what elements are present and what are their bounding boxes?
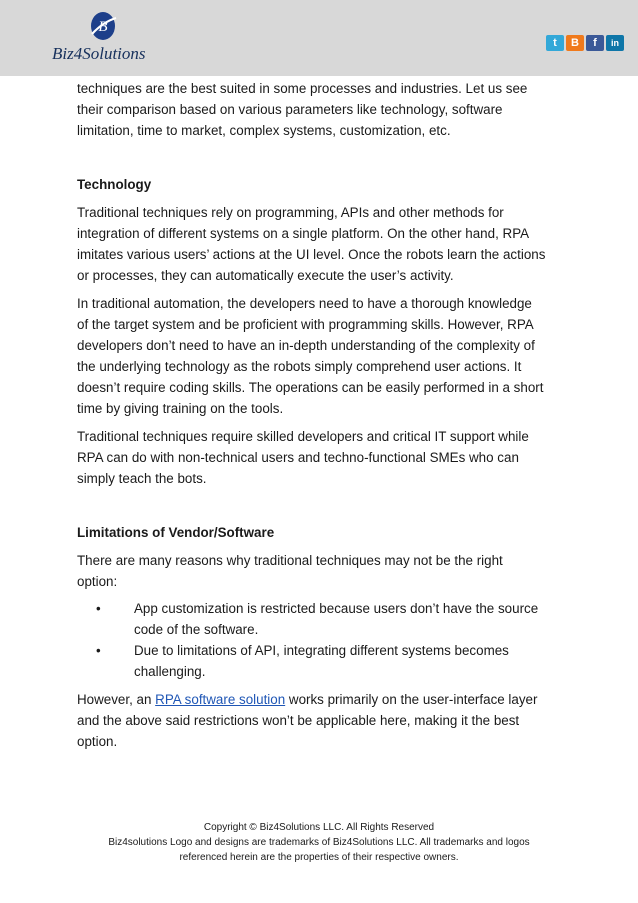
- list-item: • App customization is restricted because users don’t have the source code of the software.: [77, 598, 567, 640]
- technology-paragraph-2: In traditional automation, the developers need to have a thorough knowledge of the target system and be proficient with programming skills. However, RPA developers don’t need to have an in-depth understanding of the complexity of the underlying technology as the robots simply comprehend user actions. It doesn’t require coding skills. The operations can be easily performed in a short time by giving training on the tools.: [77, 296, 544, 416]
- rpa-software-solution-link[interactable]: RPA software solution: [155, 692, 286, 707]
- social-links: [546, 35, 624, 51]
- page-footer: [0, 820, 638, 865]
- copyright-text: Copyright © Biz4Solutions LLC. All Rights Reserved: [203, 822, 435, 833]
- logo-text: Biz4Solutions: [52, 44, 146, 63]
- limitations-closing: However, an RPA software solution works primarily on the user-interface layer and the above said restrictions won’t be applicable here, making it the best option.: [77, 692, 538, 749]
- logo-emblem-icon: [88, 10, 118, 42]
- biz4solutions-logo[interactable]: [52, 10, 162, 66]
- limitations-intro: There are many reasons why traditional techniques may not be the right option:: [77, 553, 503, 589]
- bullet-icon: •: [96, 601, 101, 616]
- linkedin-icon[interactable]: in: [606, 35, 624, 51]
- trademark-text-2: referenced herein are the properties of their respective owners.: [179, 852, 459, 863]
- facebook-icon[interactable]: f: [586, 35, 604, 51]
- trademark-text: Biz4solutions Logo and designs are trademarks of Biz4Solutions LLC. All trademarks and logos: [108, 837, 530, 848]
- list-item: • Due to limitations of API, integrating different systems becomes challenging.: [77, 640, 567, 682]
- intro-paragraph: techniques are the best suited in some processes and industries. Let us see their comparison based on various parameters like technology, software limitation, time to market, complex systems, customization, etc.: [77, 81, 528, 138]
- bullet-icon: •: [96, 643, 101, 658]
- limitations-heading: Limitations of Vendor/Software: [77, 525, 275, 540]
- technology-paragraph-3: Traditional techniques require skilled developers and critical IT support while RPA can do with non-technical users and techno-functional SMEs who can simply teach the bots.: [77, 429, 529, 486]
- technology-paragraph-1: Traditional techniques rely on programming, APIs and other methods for integration of different systems on a single platform. On the other hand, RPA imitates various users’ actions at the UI level. Once the robots learn the actions or processes, they can automatically execute the user’s activity.: [77, 205, 546, 283]
- document-body: [77, 76, 567, 752]
- page-header: [0, 0, 638, 76]
- blogger-icon[interactable]: B: [566, 35, 584, 51]
- limitations-list: [77, 598, 567, 682]
- twitter-icon[interactable]: t: [546, 35, 564, 51]
- technology-heading: Technology: [77, 177, 152, 192]
- logo-letter: B: [98, 19, 108, 35]
